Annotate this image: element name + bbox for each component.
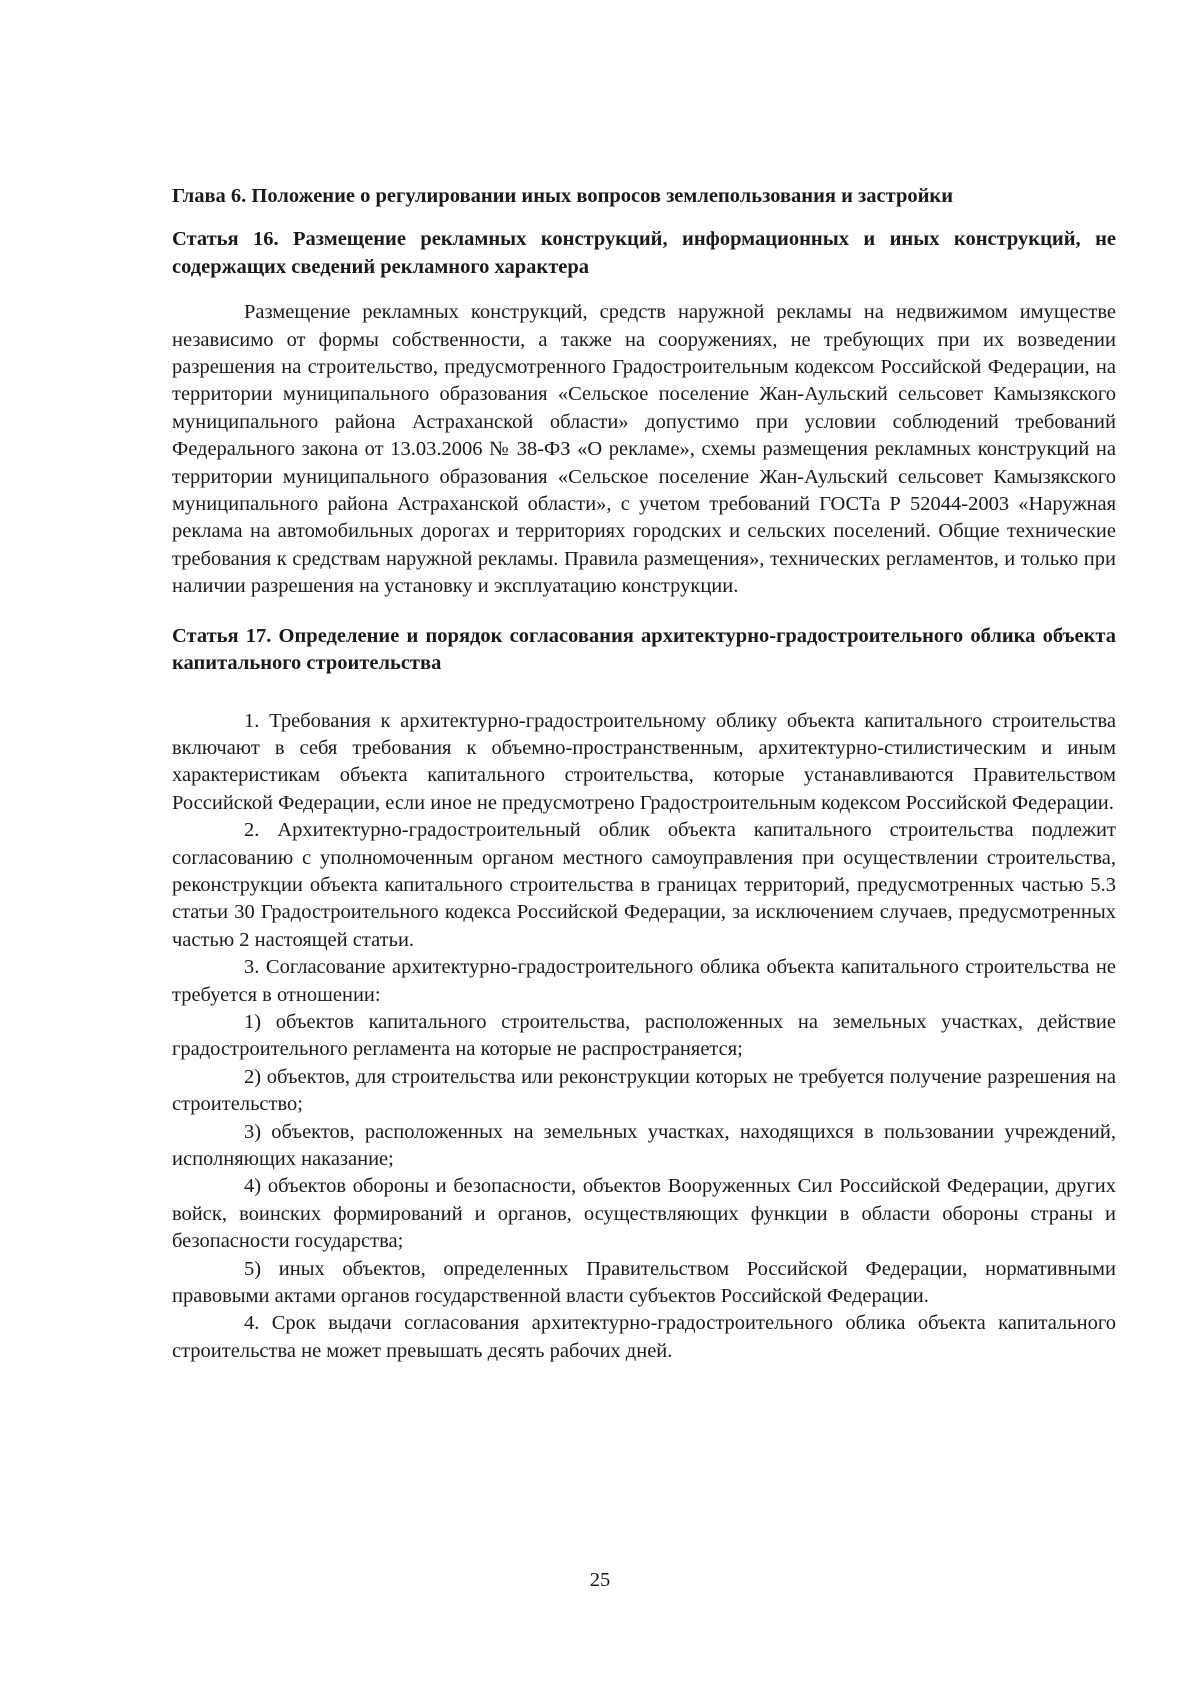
article-17-list-item-3: 3) объектов, расположенных на земельных участках, находящихся в пользовании учреждений, исполняющих наказание; [172,1120,1116,1170]
article-17-paragraph-2: 2. Архитектурно-градостроительный облик объекта капитального строительства подлежит согласованию с уполномоченным органом местного самоуправления при осуществлении строительства, реконструкции объекта капитального строительства в границах территорий, предусмотренных частью 5.3 статьи 30 Градостроительного кодекса Российской Федерации, за исключением случаев, предусмотренных частью 2 настоящей статьи. [172,819,1116,951]
chapter-title: Глава 6. Положение о регулировании иных вопросов землепользования и застройки [172,185,954,207]
article-16-title: Статья 16. Размещение рекламных конструкций, информационных и иных конструкций, не содержащих сведений рекламного характера [172,228,1116,278]
document-page [172,183,1116,1365]
article-17-list-item-1: 1) объектов капитального строительства, расположенных на земельных участках, действие градостроительного регламента на которые не распространяется; [172,1010,1116,1061]
article-17-body [172,708,1116,1366]
article-17-paragraph-3: 3. Согласование архитектурно-градостроительного облика объекта капитального строительства не требуется в отношении: [172,956,1116,1006]
article-17-list-item-5: 5) иных объектов, определенных Правительством Российской Федерации, нормативными правовыми актами органов государственной власти субъектов Российской Федерации. [172,1257,1116,1308]
article-16-paragraph: Размещение рекламных конструкций, средств наружной рекламы на недвижимом имуществе независимо от формы собственности, а также на сооружениях, не требующих при их возведении разрешения на строительство, предусмотренного Градостроительным кодексом Российской Федерации, на территории муниципального образования «Сельское поселение Жан-Аульский сельсовет Камызякского муниципального района Астраханской области» допустимо при условии соблюдений требований Федерального закона от 13.03.2006 № 38-ФЗ «О рекламе», схемы размещения рекламных конструкций на территории муниципального образования «Сельское поселение Жан-Аульский сельсовет Камызякского муниципального района Астраханской области», с учетом требований ГОСТа Р 52044-2003 «Наружная реклама на автомобильных дорогах и территориях городских и сельских поселений. Общие технические требования к средствам наружной рекламы. Правила размещения», технических регламентов, и только при наличии разрешения на установку и эксплуатацию конструкции. [172,301,1116,598]
article-17-list-item-2: 2) объектов, для строительства или реконструкции которых не требуется получение разрешения на строительство; [172,1065,1116,1116]
article-17-paragraph-1: 1. Требования к архитектурно-градостроительному облику объекта капитального строительства включают в себя требования к объемно-пространственным, архитектурно-стилистическим и иным характеристикам объекта капитального строительства, которые устанавливаются Правительством Российской Федерации, если иное не предусмотрено Градостроительным кодексом Российской Федерации. [172,709,1116,814]
article-17-title: Статья 17. Определение и порядок согласования архитектурно-градостроительного облика объекта капитального строительства [172,624,1116,675]
article-17-paragraph-4: 4. Срок выдачи согласования архитектурно-градостроительного облика объекта капитального строительства не может превышать десять рабочих дней. [172,1312,1116,1362]
article-17-list-item-4: 4) объектов обороны и безопасности, объектов Вооруженных Сил Российской Федерации, других войск, воинских формирований и органов, осуществляющих функции в области обороны страны и безопасности государства; [172,1175,1116,1253]
page-number: 25 [589,1569,611,1591]
